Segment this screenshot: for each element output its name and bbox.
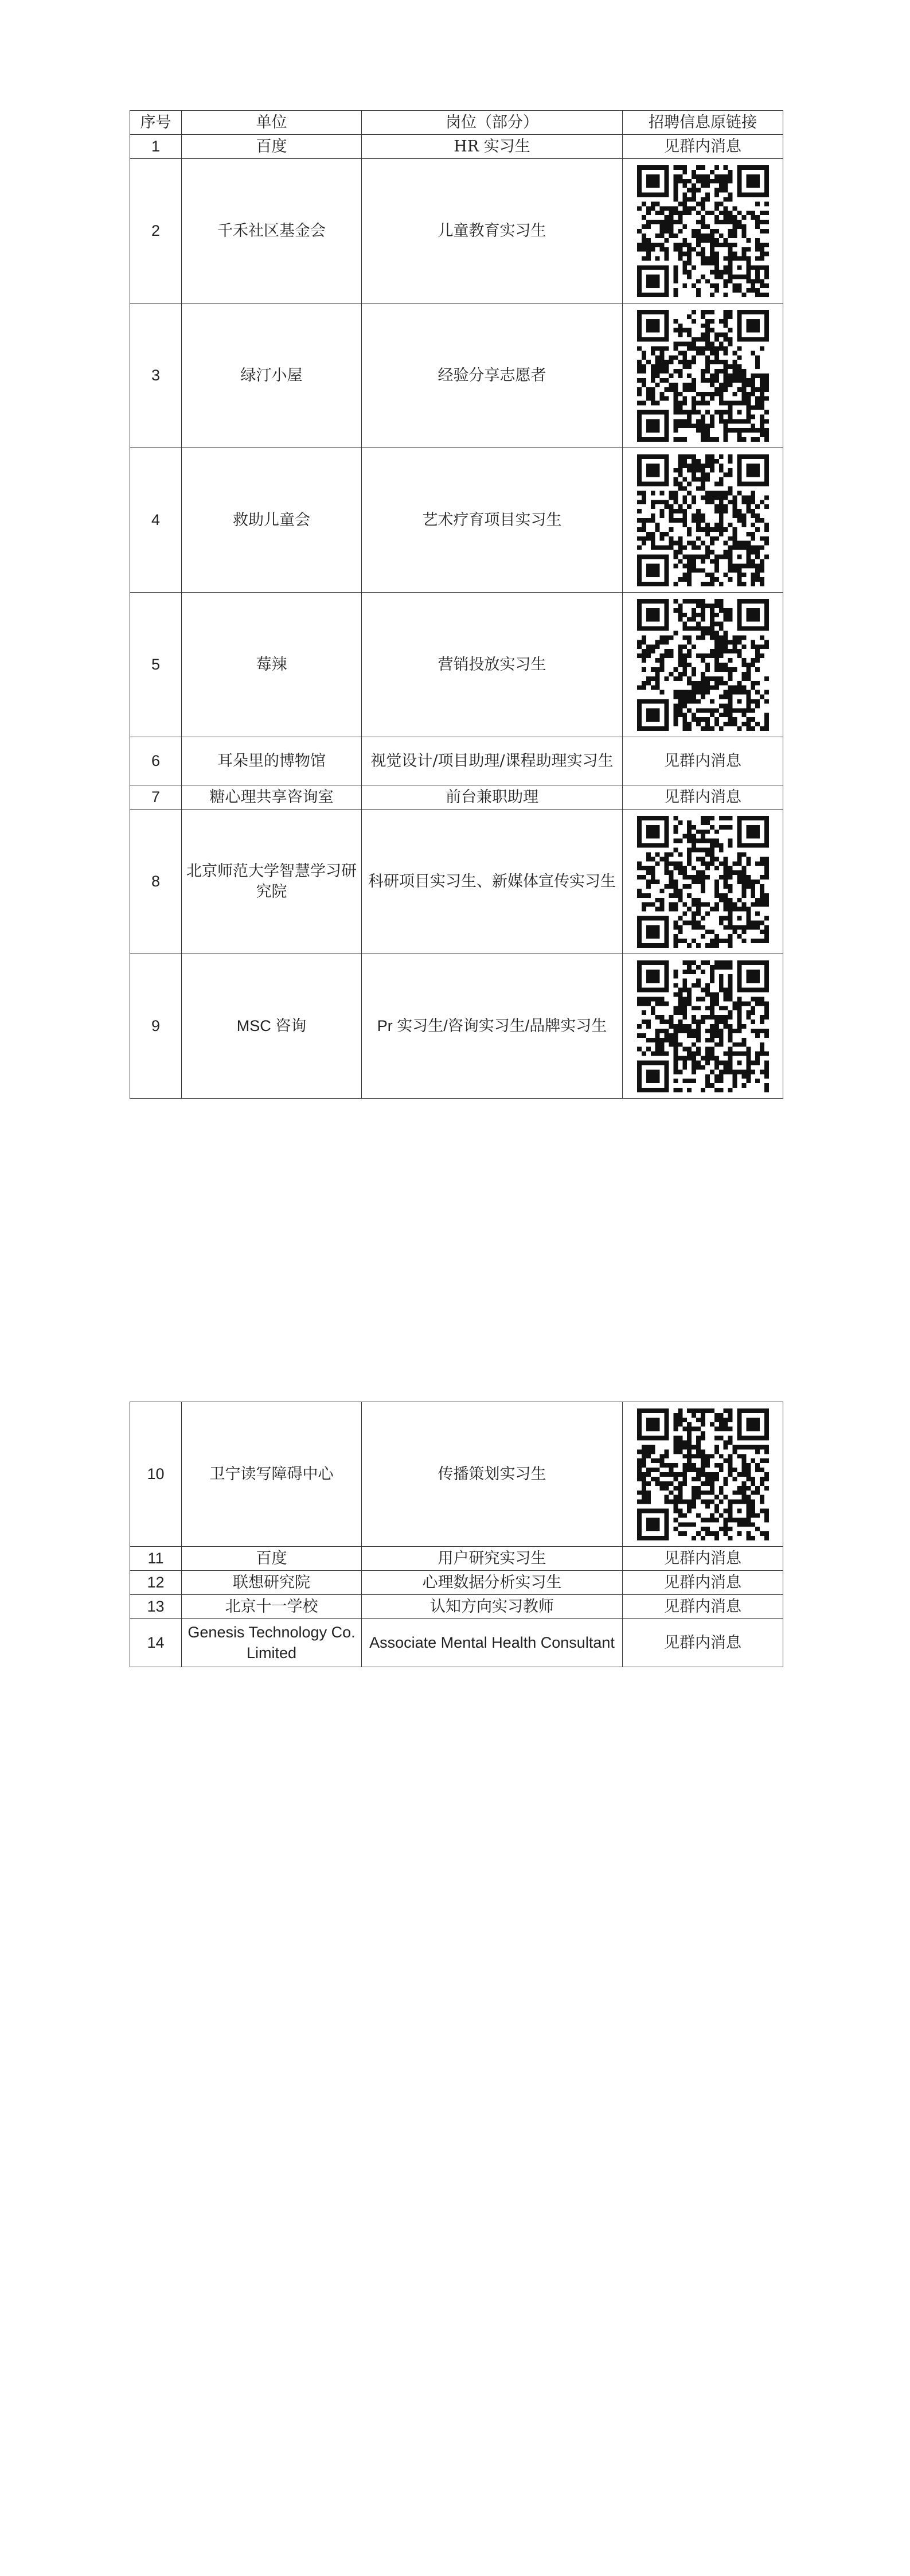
row-org: Genesis Technology Co. Limited (182, 1619, 362, 1667)
header-org: 单位 (182, 111, 362, 135)
table-row (130, 448, 783, 593)
qr-code-icon[interactable] (637, 165, 769, 297)
row-org: MSC 咨询 (182, 954, 362, 1099)
row-position: HR 实习生 (362, 135, 623, 159)
row-link-qr (623, 810, 783, 954)
table-row (130, 303, 783, 448)
row-org: 莓辣 (182, 593, 362, 737)
row-no: 10 (130, 1402, 182, 1547)
row-position: 艺术疗育项目实习生 (362, 448, 623, 593)
row-link-text: 见群内消息 (623, 1571, 783, 1595)
row-no: 7 (130, 785, 182, 810)
row-no: 9 (130, 954, 182, 1099)
table-row (130, 593, 783, 737)
recruitment-table-1 (130, 110, 783, 1099)
recruitment-table-2 (130, 1402, 783, 1667)
row-no: 5 (130, 593, 182, 737)
qr-code-icon[interactable] (637, 1408, 769, 1540)
table-row (130, 1402, 783, 1547)
row-position: 营销投放实习生 (362, 593, 623, 737)
table-row (130, 1595, 783, 1619)
row-no: 2 (130, 159, 182, 303)
table-header-row (130, 111, 783, 135)
row-org: 救助儿童会 (182, 448, 362, 593)
row-no: 14 (130, 1619, 182, 1667)
header-no: 序号 (130, 111, 182, 135)
header-link: 招聘信息原链接 (623, 111, 783, 135)
row-position: 心理数据分析实习生 (362, 1571, 623, 1595)
row-position: 传播策划实习生 (362, 1402, 623, 1547)
row-no: 3 (130, 303, 182, 448)
row-no: 13 (130, 1595, 182, 1619)
qr-code-icon[interactable] (637, 816, 769, 948)
row-link-qr (623, 303, 783, 448)
row-position: 用户研究实习生 (362, 1547, 623, 1571)
row-link-text: 见群内消息 (623, 1619, 783, 1667)
row-link-text: 见群内消息 (623, 1547, 783, 1571)
row-no: 4 (130, 448, 182, 593)
row-org: 绿汀小屋 (182, 303, 362, 448)
row-link-qr (623, 954, 783, 1099)
table-row (130, 810, 783, 954)
row-no: 11 (130, 1547, 182, 1571)
row-position: Pr 实习生/咨询实习生/品牌实习生 (362, 954, 623, 1099)
row-position: 经验分享志愿者 (362, 303, 623, 448)
table-row (130, 135, 783, 159)
table-row (130, 1547, 783, 1571)
row-no: 1 (130, 135, 182, 159)
row-org: 卫宁读写障碍中心 (182, 1402, 362, 1547)
row-org: 耳朵里的博物馆 (182, 737, 362, 785)
table-row (130, 785, 783, 810)
header-position: 岗位（部分） (362, 111, 623, 135)
row-org: 联想研究院 (182, 1571, 362, 1595)
row-link-text: 见群内消息 (623, 737, 783, 785)
row-org: 北京师范大学智慧学习研究院 (182, 810, 362, 954)
qr-code-icon[interactable] (637, 454, 769, 586)
row-no: 8 (130, 810, 182, 954)
row-org: 百度 (182, 1547, 362, 1571)
row-position: 儿童教育实习生 (362, 159, 623, 303)
row-no: 6 (130, 737, 182, 785)
row-position: 科研项目实习生、新媒体宣传实习生 (362, 810, 623, 954)
row-no: 12 (130, 1571, 182, 1595)
qr-code-icon[interactable] (637, 960, 769, 1092)
table-row (130, 159, 783, 303)
table-row (130, 954, 783, 1099)
row-position: Associate Mental Health Consultant (362, 1619, 623, 1667)
table-row (130, 1571, 783, 1595)
qr-code-icon[interactable] (637, 599, 769, 731)
table-row (130, 737, 783, 785)
row-org: 北京十一学校 (182, 1595, 362, 1619)
row-link-qr (623, 448, 783, 593)
table-row (130, 1619, 783, 1667)
row-position: 认知方向实习教师 (362, 1595, 623, 1619)
row-org: 千禾社区基金会 (182, 159, 362, 303)
qr-code-icon[interactable] (637, 310, 769, 442)
row-link-qr (623, 1402, 783, 1547)
row-link-qr (623, 593, 783, 737)
row-link-text: 见群内消息 (623, 1595, 783, 1619)
row-org: 百度 (182, 135, 362, 159)
row-link-text: 见群内消息 (623, 135, 783, 159)
row-position: 视觉设计/项目助理/课程助理实习生 (362, 737, 623, 785)
row-link-qr (623, 159, 783, 303)
row-position: 前台兼职助理 (362, 785, 623, 810)
row-link-text: 见群内消息 (623, 785, 783, 810)
row-org: 糖心理共享咨询室 (182, 785, 362, 810)
